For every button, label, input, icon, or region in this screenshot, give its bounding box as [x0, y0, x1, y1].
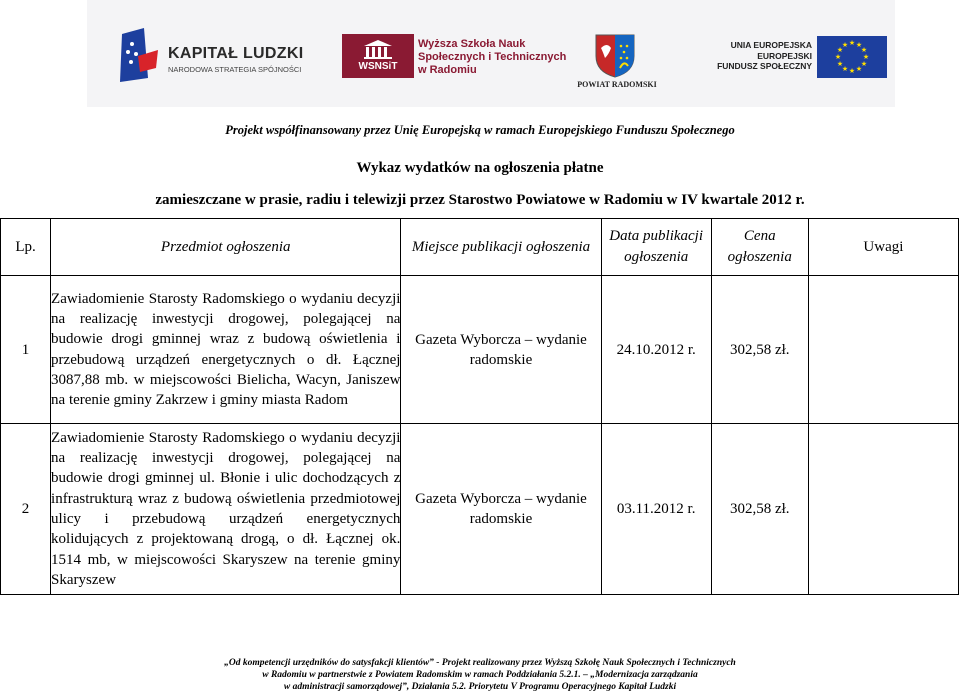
table-row [1, 276, 959, 424]
table-row [1, 424, 959, 595]
header-date-line: Data publikacji [609, 228, 704, 244]
svg-text:★: ★ [862, 53, 870, 61]
cell-lp: 1 [1, 276, 51, 424]
header-place: Miejsce publikacji ogłoszenia [401, 219, 601, 276]
header-price-line: Cena [743, 228, 776, 244]
project-footer [0, 657, 960, 693]
document-title: Wykaz wydatków na ogłoszenia płatne [356, 160, 604, 176]
kapital-ludzki-emblem-icon [118, 28, 158, 82]
wsnsit-name-line: Wyższa Szkoła Nauk [418, 38, 526, 50]
kapital-ludzki-logo [118, 28, 318, 88]
svg-text:★: ★ [848, 39, 856, 47]
eu-stars-icon [817, 36, 887, 78]
wsnsit-name-line: Społecznych i Technicznych [418, 51, 567, 63]
eu-fund-logo [710, 34, 886, 78]
kapital-ludzki-title: KAPITAŁ LUDZKI [168, 45, 304, 62]
eu-fund-line: UNIA EUROPEJSKA [730, 40, 812, 50]
header-notes: Uwagi [808, 219, 958, 276]
svg-text:★: ★ [860, 46, 868, 54]
header-date-line: ogłoszenia [624, 249, 689, 265]
header-price [711, 219, 808, 276]
svg-text:★: ★ [841, 41, 849, 49]
cell-price: 302,58 zł. [711, 276, 808, 424]
cell-date: 03.11.2012 r. [601, 424, 711, 595]
footer-line: „Od kompetencji urzędników do satysfakcji klientów” - Projekt realizowany przez Wyższą Szkołę Nauk Społecznych i Technicznych [224, 658, 736, 668]
footer-line: w administracji samorządowej”, Działania 5.2. Priorytetu V Programu Operacyjnego Kapitał Ludzki [283, 682, 677, 692]
footer-line: w Radomiu w partnerstwie z Powiatem Radomskim w ramach Poddziałania 5.2.1. – „Modernizacja zarządzania [262, 670, 698, 680]
kapital-ludzki-subtitle: NARODOWA STRATEGIA SPÓJNOŚCI [168, 65, 302, 74]
wsnsit-name [418, 38, 566, 77]
cell-subject: Zawiadomienie Starosty Radomskiego o wydaniu decyzji na realizację inwestycji drogowej, polegającej na budowie drogi gminnej wraz z budową oświetlenia i przebudową urządzeń energetycznych o dł. Łącznej 3087,88 mb. w miejscowości Bielicha, Wacyn, Janiszew na terenie gminy Zakrzew i gminy miasta Radom [51, 276, 401, 424]
wsnsit-abbr: WSNSiT [358, 61, 398, 72]
powiat-caption: POWIAT RADOMSKI [577, 80, 657, 89]
table-header-row [1, 219, 959, 276]
cell-price: 302,58 zł. [711, 424, 808, 595]
cell-date: 24.10.2012 r. [601, 276, 711, 424]
svg-text:★: ★ [836, 60, 844, 68]
header-price-line: ogłoszenia [727, 249, 792, 265]
svg-text:★: ★ [834, 53, 842, 61]
cell-place: Gazeta Wyborcza – wydanie radomskie [401, 424, 601, 595]
building-columns-icon [342, 37, 414, 63]
cell-lp: 2 [1, 424, 51, 595]
cell-subject: Zawiadomienie Starosty Radomskiego o wydaniu decyzji na realizację inwestycji drogowej, polegającej na budowie drogi gminnej ul. Błonie i ulic dochodzących z infrastrukturą wraz z budową oświetlenia przedmiotowej ulicy i przebudową urządzeń energetycznych kolidujących z projektowaną drogą, o dł. Łącznej ok. 1514 mb, w miejscowości Skaryszew na terenie gminy Skaryszew [51, 424, 401, 595]
wsnsit-logo [342, 34, 592, 80]
eu-fund-text [710, 40, 812, 72]
svg-text:★: ★ [855, 41, 863, 49]
wsnsit-name-line: w Radomiu [418, 64, 477, 76]
document-subtitle: zamieszczane w prasie, radiu i telewizji przez Starostwo Powiatowe w Radomiu w IV kwartale 2012 r. [155, 192, 805, 208]
eu-fund-line: EUROPEJSKI [757, 50, 812, 61]
coat-of-arms-icon [595, 34, 635, 78]
svg-text:★: ★ [841, 65, 849, 73]
svg-text:★: ★ [860, 60, 868, 68]
header-subject: Przedmiot ogłoszenia [51, 219, 401, 276]
expenses-table [0, 218, 959, 595]
svg-text:★: ★ [836, 46, 844, 54]
eu-fund-line: FUNDUSZ SPOŁECZNY [717, 61, 812, 71]
svg-text:★: ★ [848, 67, 856, 75]
cell-notes [808, 276, 958, 424]
header-date [601, 219, 711, 276]
powiat-radomski-logo [572, 34, 662, 90]
project-cofinancing-note: Projekt współfinansowany przez Unię Europejską w ramach Europejskiego Funduszu Społecznego [225, 123, 735, 137]
wsnsit-emblem [342, 34, 414, 78]
cell-place: Gazeta Wyborcza – wydanie radomskie [401, 276, 601, 424]
header-lp: Lp. [1, 219, 51, 276]
eu-flag-icon [817, 36, 887, 78]
cell-notes [808, 424, 958, 595]
svg-text:★: ★ [855, 65, 863, 73]
